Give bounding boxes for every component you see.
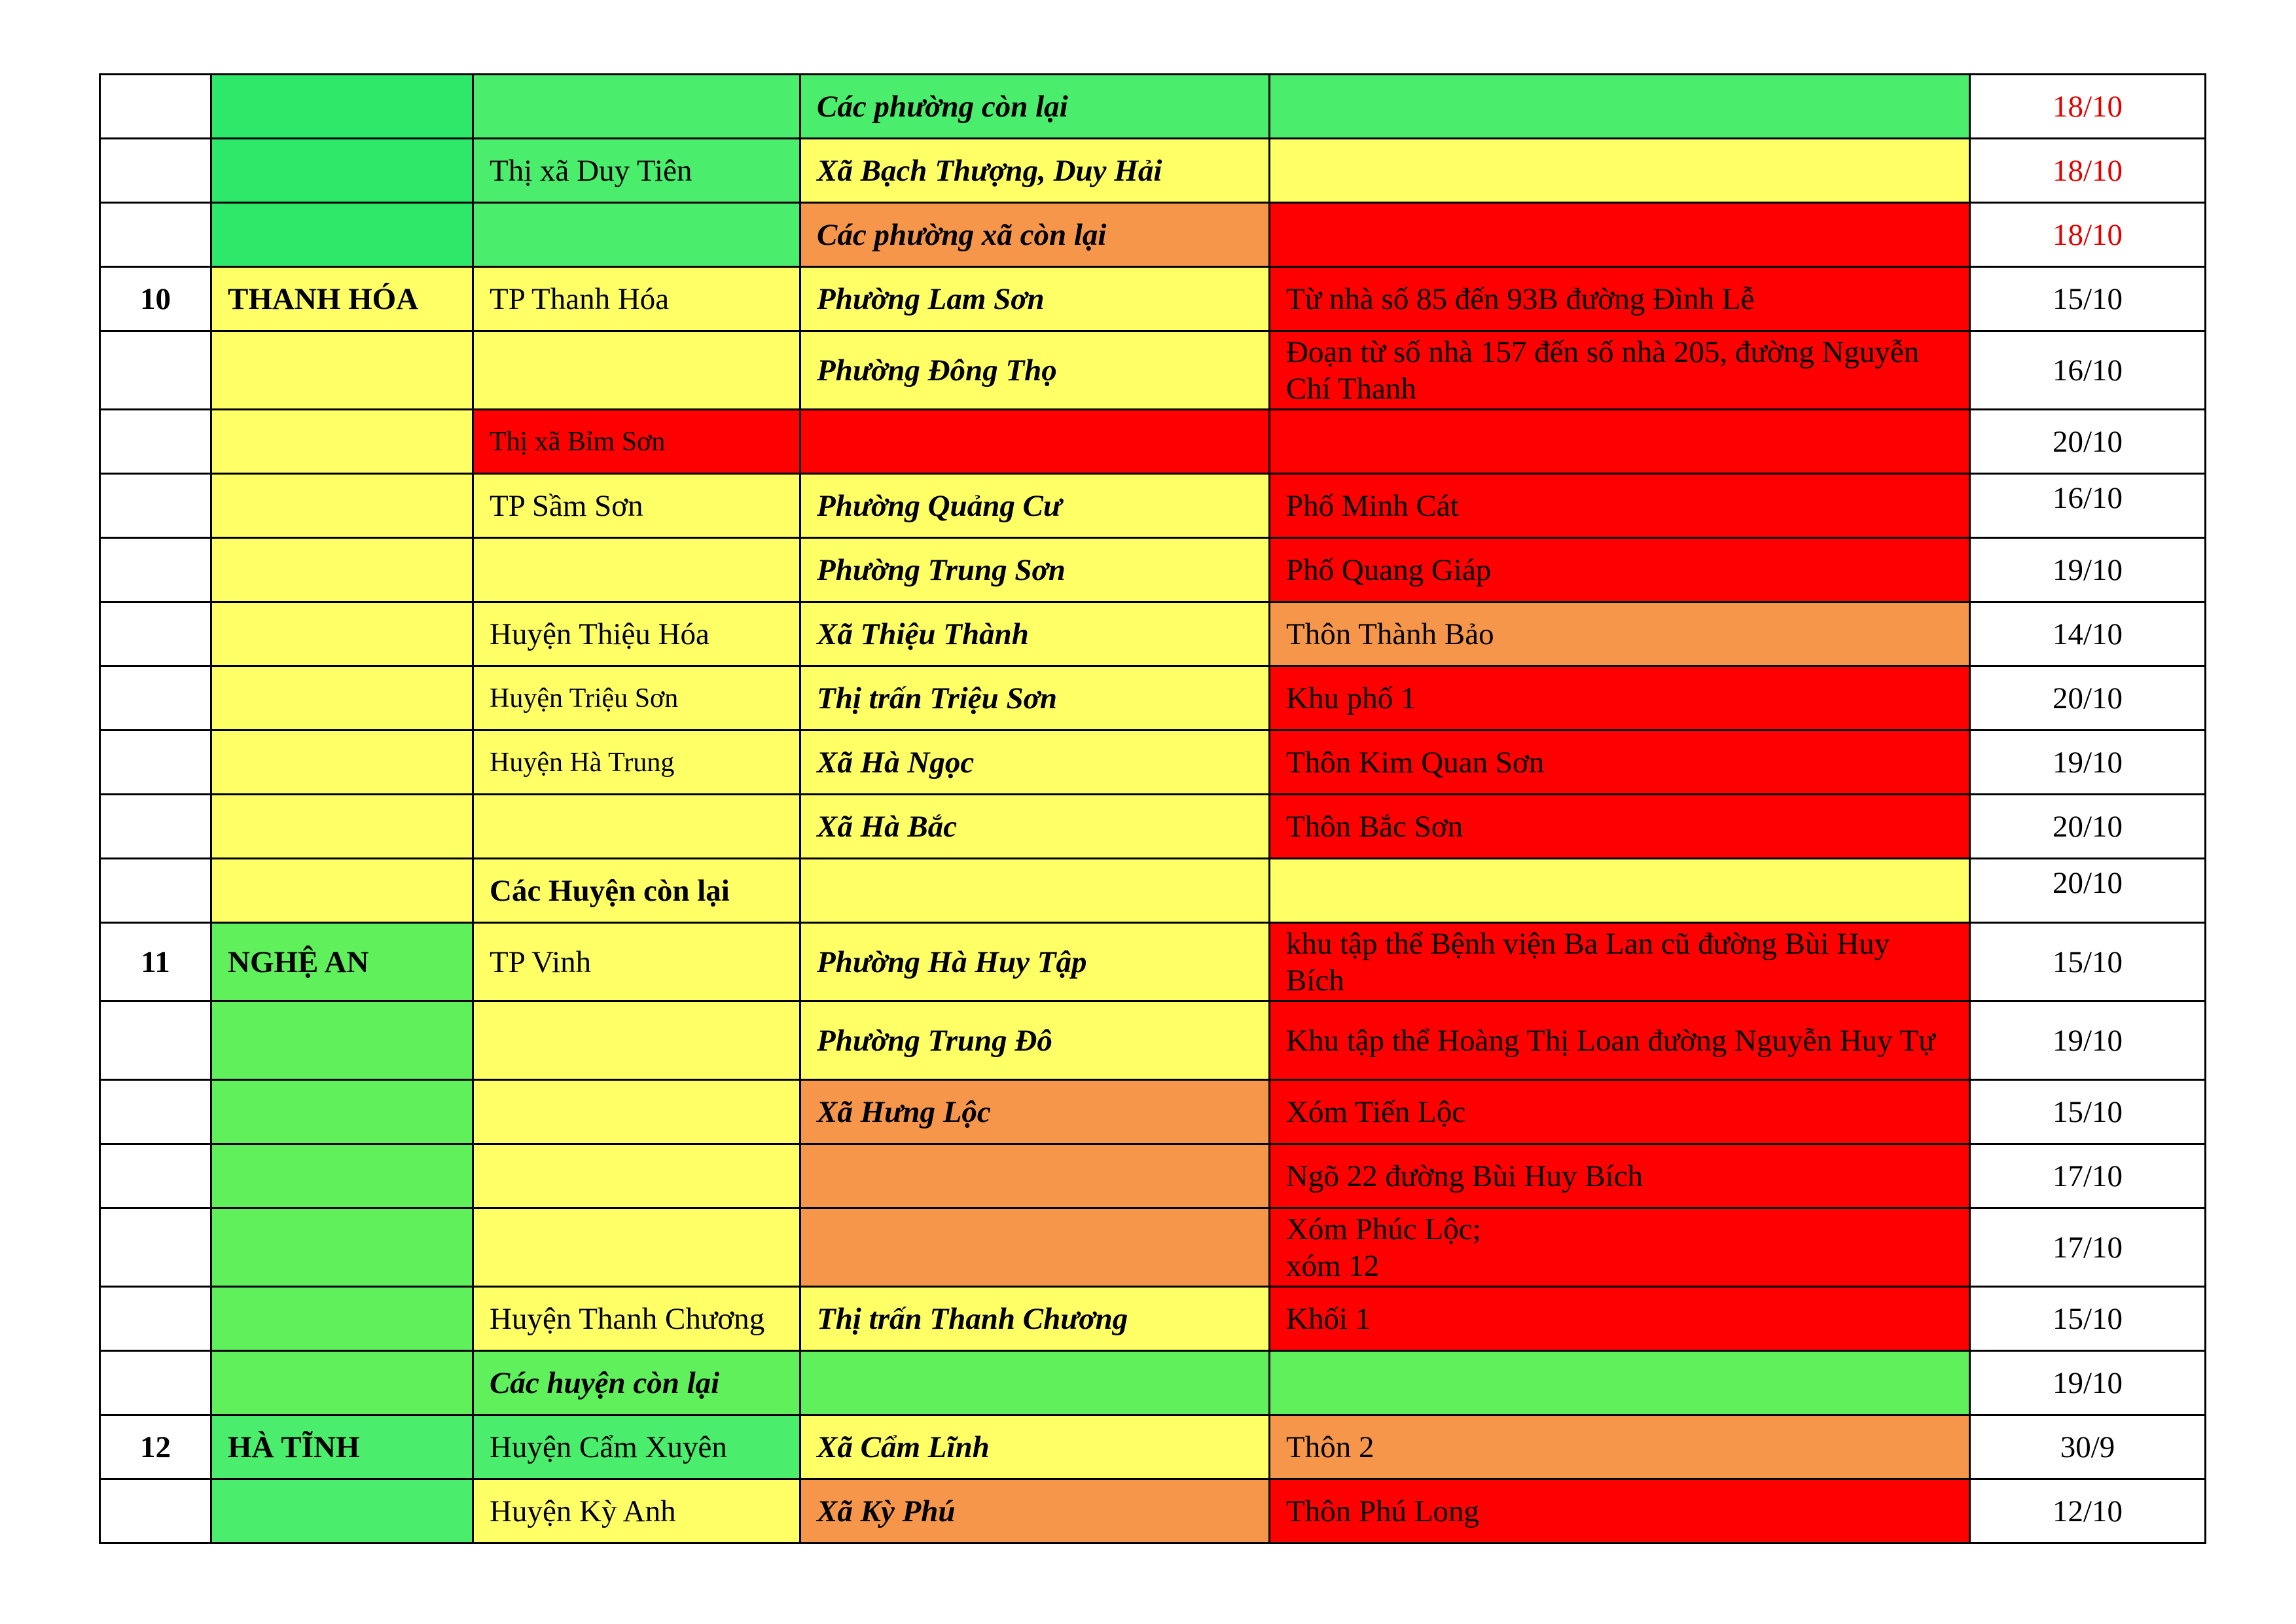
area-cell: Thôn Kim Quan Sơn	[1270, 731, 1970, 795]
district-cell	[473, 203, 800, 267]
area-cell	[1270, 139, 1970, 203]
table-row	[100, 203, 2206, 267]
commune-cell: Thị trấn Thanh Chương	[800, 1287, 1270, 1351]
table-row	[100, 859, 2206, 923]
commune-cell: Xã Kỳ Phú	[800, 1479, 1270, 1543]
commune-cell	[800, 410, 1270, 474]
commune-cell: Phường Lam Sơn	[800, 267, 1270, 331]
province-cell	[211, 666, 473, 731]
stt-cell	[100, 1001, 211, 1080]
area-cell: Khối 1	[1270, 1287, 1970, 1351]
district-cell	[473, 538, 800, 602]
stt-cell	[100, 1144, 211, 1208]
district-cell: Huyện Triệu Sơn	[473, 666, 800, 731]
stt-cell: 12	[100, 1415, 211, 1479]
commune-cell: Các phường còn lại	[800, 75, 1270, 139]
district-cell: Các huyện còn lại	[473, 1351, 800, 1415]
date-cell: 18/10	[1970, 139, 2206, 203]
stt-cell	[100, 203, 211, 267]
table-row	[100, 1287, 2206, 1351]
stt-cell	[100, 538, 211, 602]
area-cell: Xóm Tiến Lộc	[1270, 1080, 1970, 1144]
province-cell	[211, 75, 473, 139]
province-cell	[211, 859, 473, 923]
date-cell: 16/10	[1970, 331, 2206, 410]
table-row	[100, 923, 2206, 1001]
province-cell	[211, 474, 473, 538]
stt-cell: 11	[100, 923, 211, 1001]
stt-cell	[100, 1080, 211, 1144]
date-cell: 18/10	[1970, 203, 2206, 267]
area-cell	[1270, 1351, 1970, 1415]
commune-cell	[800, 1208, 1270, 1287]
zone-table	[99, 73, 2206, 1544]
area-cell: Phố Minh Cát	[1270, 474, 1970, 538]
province-cell: THANH HÓA	[211, 267, 473, 331]
district-cell: Thị xã Bỉm Sơn	[473, 410, 800, 474]
stt-cell	[100, 731, 211, 795]
table-row	[100, 474, 2206, 538]
date-cell: 17/10	[1970, 1208, 2206, 1287]
table-row	[100, 1001, 2206, 1080]
stt-cell	[100, 666, 211, 731]
table-row	[100, 602, 2206, 666]
stt-cell	[100, 602, 211, 666]
commune-cell: Xã Hưng Lộc	[800, 1080, 1270, 1144]
province-cell	[211, 1144, 473, 1208]
date-cell: 20/10	[1970, 859, 2206, 923]
stt-cell	[100, 795, 211, 859]
province-cell	[211, 1208, 473, 1287]
area-cell: Khu tập thể Hoàng Thị Loan đường Nguyễn Huy Tự	[1270, 1001, 1970, 1080]
province-cell	[211, 139, 473, 203]
commune-cell: Thị trấn Triệu Sơn	[800, 666, 1270, 731]
stt-cell	[100, 1351, 211, 1415]
table-row	[100, 331, 2206, 410]
province-cell	[211, 795, 473, 859]
area-cell: Từ nhà số 85 đến 93B đường Đình Lễ	[1270, 267, 1970, 331]
date-cell: 20/10	[1970, 666, 2206, 731]
area-cell	[1270, 1208, 1970, 1287]
area-cell	[1270, 75, 1970, 139]
area-cell	[1270, 203, 1970, 267]
commune-cell: Xã Thiệu Thành	[800, 602, 1270, 666]
stt-cell	[100, 859, 211, 923]
table-row	[100, 267, 2206, 331]
date-cell: 20/10	[1970, 795, 2206, 859]
province-cell	[211, 410, 473, 474]
area-cell: Thôn 2	[1270, 1415, 1970, 1479]
table-row	[100, 666, 2206, 731]
stt-cell	[100, 331, 211, 410]
commune-cell: Phường Trung Sơn	[800, 538, 1270, 602]
commune-cell	[800, 1351, 1270, 1415]
area-cell	[1270, 859, 1970, 923]
province-cell	[211, 1080, 473, 1144]
province-cell	[211, 1351, 473, 1415]
province-cell	[211, 1479, 473, 1543]
district-cell	[473, 795, 800, 859]
commune-cell: Xã Bạch Thượng, Duy Hải	[800, 139, 1270, 203]
district-cell: TP Sầm Sơn	[473, 474, 800, 538]
stt-cell	[100, 410, 211, 474]
date-cell: 16/10	[1970, 474, 2206, 538]
table-row	[100, 1479, 2206, 1543]
area-cell	[1270, 410, 1970, 474]
date-cell: 15/10	[1970, 1287, 2206, 1351]
date-cell: 20/10	[1970, 410, 2206, 474]
area-cell: Khu phố 1	[1270, 666, 1970, 731]
area-cell: Đoạn từ số nhà 157 đến số nhà 205, đường Nguyễn Chí Thanh	[1270, 331, 1970, 410]
district-cell: Các Huyện còn lại	[473, 859, 800, 923]
table-row	[100, 1208, 2206, 1287]
province-cell	[211, 1287, 473, 1351]
stt-cell: 10	[100, 267, 211, 331]
area-cell: Ngõ 22 đường Bùi Huy Bích	[1270, 1144, 1970, 1208]
area-line: xóm 12	[1286, 1248, 1380, 1283]
stt-cell	[100, 139, 211, 203]
commune-cell: Xã Hà Bắc	[800, 795, 1270, 859]
table-row	[100, 1351, 2206, 1415]
date-cell: 14/10	[1970, 602, 2206, 666]
district-cell	[473, 75, 800, 139]
date-cell: 19/10	[1970, 731, 2206, 795]
date-cell: 19/10	[1970, 538, 2206, 602]
date-cell: 15/10	[1970, 923, 2206, 1001]
table-row	[100, 410, 2206, 474]
province-cell	[211, 1001, 473, 1080]
table-row	[100, 1080, 2206, 1144]
date-cell: 15/10	[1970, 267, 2206, 331]
province-cell: HÀ TĨNH	[211, 1415, 473, 1479]
stt-cell	[100, 1479, 211, 1543]
stt-cell	[100, 474, 211, 538]
province-cell: NGHỆ AN	[211, 923, 473, 1001]
table-row	[100, 139, 2206, 203]
district-cell	[473, 331, 800, 410]
table-row	[100, 538, 2206, 602]
district-cell: Huyện Thiệu Hóa	[473, 602, 800, 666]
district-cell: TP Vinh	[473, 923, 800, 1001]
area-cell: khu tập thể Bệnh viện Ba Lan cũ đường Bùi Huy Bích	[1270, 923, 1970, 1001]
province-cell	[211, 331, 473, 410]
date-cell: 19/10	[1970, 1351, 2206, 1415]
commune-cell: Phường Đông Thọ	[800, 331, 1270, 410]
date-cell: 30/9	[1970, 1415, 2206, 1479]
table-row	[100, 795, 2206, 859]
date-cell: 18/10	[1970, 75, 2206, 139]
district-cell: Huyện Hà Trung	[473, 731, 800, 795]
area-cell: Thôn Bắc Sơn	[1270, 795, 1970, 859]
commune-cell: Phường Hà Huy Tập	[800, 923, 1270, 1001]
province-cell	[211, 203, 473, 267]
date-cell: 19/10	[1970, 1001, 2206, 1080]
date-cell: 17/10	[1970, 1144, 2206, 1208]
date-cell: 12/10	[1970, 1479, 2206, 1543]
area-line: Xóm Phúc Lộc;	[1286, 1212, 1481, 1246]
date-cell: 15/10	[1970, 1080, 2206, 1144]
table-row	[100, 731, 2206, 795]
stt-cell	[100, 75, 211, 139]
commune-cell	[800, 1144, 1270, 1208]
district-cell	[473, 1001, 800, 1080]
commune-cell: Phường Trung Đô	[800, 1001, 1270, 1080]
commune-cell: Xã Hà Ngọc	[800, 731, 1270, 795]
commune-cell: Xã Cẩm Lĩnh	[800, 1415, 1270, 1479]
area-cell: Phố Quang Giáp	[1270, 538, 1970, 602]
area-cell: Thôn Thành Bảo	[1270, 602, 1970, 666]
district-cell: Thị xã Duy Tiên	[473, 139, 800, 203]
province-cell	[211, 538, 473, 602]
district-cell: TP Thanh Hóa	[473, 267, 800, 331]
commune-cell: Phường Quảng Cư	[800, 474, 1270, 538]
commune-cell: Các phường xã còn lại	[800, 203, 1270, 267]
table-row	[100, 1144, 2206, 1208]
district-cell: Huyện Cẩm Xuyên	[473, 1415, 800, 1479]
province-cell	[211, 731, 473, 795]
commune-cell	[800, 859, 1270, 923]
stt-cell	[100, 1208, 211, 1287]
district-cell	[473, 1144, 800, 1208]
district-cell: Huyện Kỳ Anh	[473, 1479, 800, 1543]
table-row	[100, 75, 2206, 139]
area-cell: Thôn Phú Long	[1270, 1479, 1970, 1543]
province-cell	[211, 602, 473, 666]
district-cell	[473, 1208, 800, 1287]
stt-cell	[100, 1287, 211, 1351]
district-cell: Huyện Thanh Chương	[473, 1287, 800, 1351]
table-row	[100, 1415, 2206, 1479]
district-cell	[473, 1080, 800, 1144]
